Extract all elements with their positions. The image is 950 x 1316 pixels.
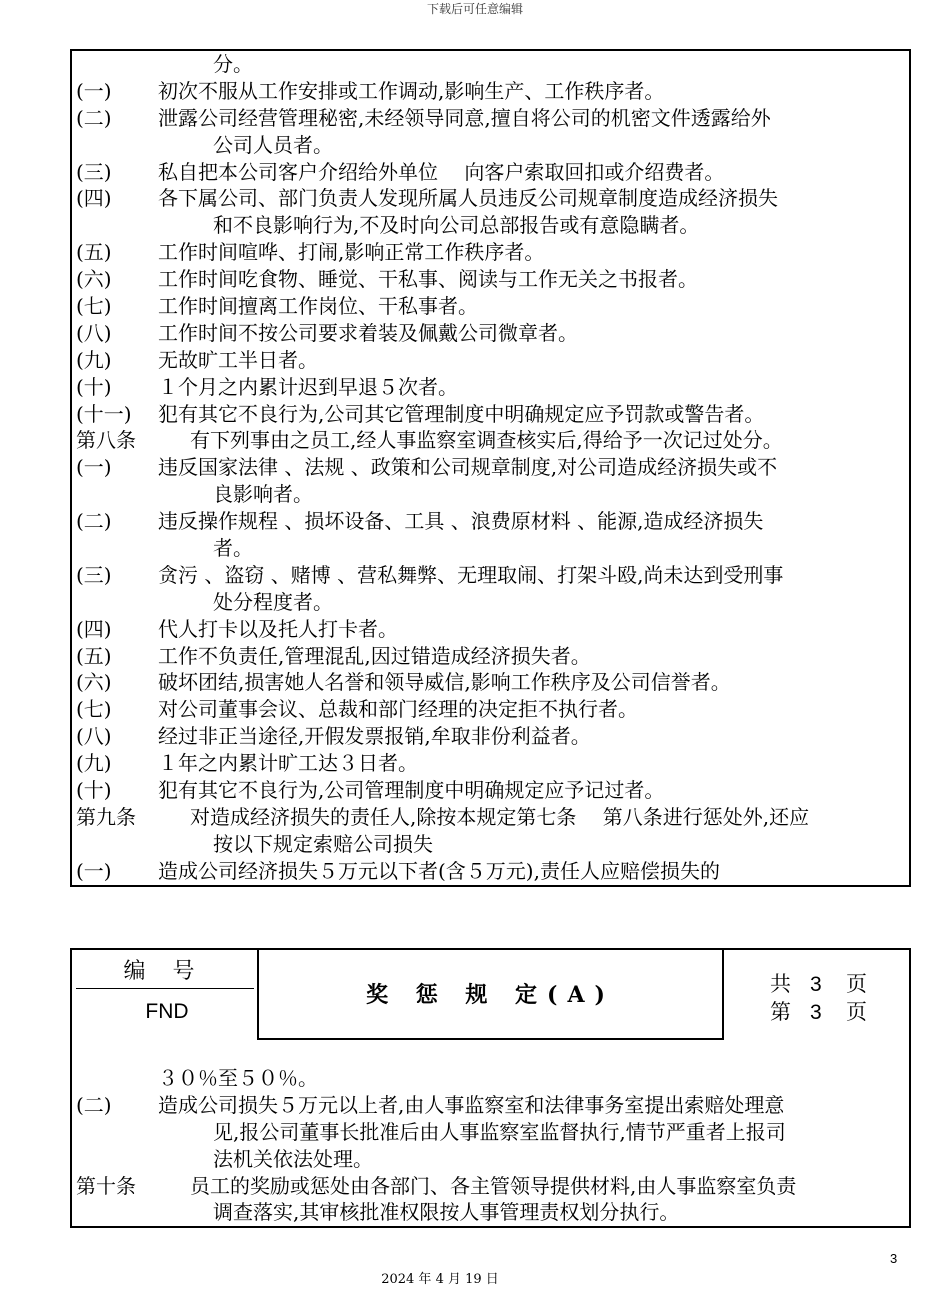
text-line bbox=[76, 1199, 905, 1226]
text-line bbox=[76, 858, 905, 885]
text-line bbox=[76, 508, 905, 535]
continuation-text: 分。 bbox=[213, 52, 253, 76]
text-line bbox=[76, 669, 905, 696]
lower-lines bbox=[76, 1065, 905, 1226]
text-line bbox=[76, 723, 905, 750]
text-line bbox=[76, 401, 905, 428]
text-line bbox=[76, 616, 905, 643]
text-line bbox=[76, 481, 905, 508]
text-line bbox=[76, 804, 905, 831]
clause-number: (五) bbox=[76, 643, 112, 668]
total-pages bbox=[770, 968, 867, 998]
continuation-text: 法机关依法处理。 bbox=[213, 1146, 373, 1171]
clause-number: 第九条 bbox=[76, 804, 136, 829]
continuation-text: 见,报公司董事长批准后由人事监察室监督执行,情节严重者上报司 bbox=[213, 1119, 786, 1144]
current-page-value: 3 bbox=[810, 1001, 822, 1024]
text-line bbox=[76, 185, 905, 212]
document-header bbox=[72, 950, 909, 1042]
continuation-text: 处分程度者。 bbox=[213, 589, 333, 614]
current-page bbox=[770, 996, 867, 1026]
clause-number: (十) bbox=[76, 778, 112, 803]
continuation-text: 按以下规定索赔公司损失 bbox=[213, 831, 433, 856]
clause-text: 无故旷工半日者。 bbox=[158, 347, 318, 372]
clause-number: (三) bbox=[76, 562, 112, 587]
clause-number: (十一) bbox=[76, 401, 132, 426]
continuation-text: 公司人员者。 bbox=[213, 132, 333, 157]
clause-number: (九) bbox=[76, 347, 112, 372]
text-line bbox=[76, 293, 905, 320]
clause-number: (三) bbox=[76, 159, 112, 184]
clause-number: 第十条 bbox=[76, 1173, 136, 1198]
clause-text: 破坏团结,损害她人名誉和领导威信,影响工作秩序及公司信誉者。 bbox=[158, 670, 731, 695]
text-line bbox=[76, 562, 905, 589]
clause-text: 对公司董事会议、总裁和部门经理的决定拒不执行者。 bbox=[158, 697, 638, 722]
clause-text: 工作时间吃食物、睡觉、干私事、阅读与工作无关之书报者。 bbox=[158, 267, 698, 292]
clause-text: 工作时间不按公司要求着装及佩戴公司微章者。 bbox=[158, 320, 578, 345]
clause-text: 经过非正当途径,开假发票报销,牟取非份利益者。 bbox=[158, 724, 591, 749]
text-line bbox=[76, 266, 905, 293]
text-line bbox=[76, 239, 905, 266]
clause-number: (五) bbox=[76, 240, 112, 265]
text-line bbox=[76, 696, 905, 723]
text-line bbox=[76, 51, 905, 78]
text-line bbox=[76, 212, 905, 239]
clause-number: (七) bbox=[76, 294, 112, 319]
clause-number: (九) bbox=[76, 751, 112, 776]
clause-text: 工作时间喧哗、打闹,影响正常工作秩序者。 bbox=[158, 240, 545, 265]
text-line bbox=[76, 777, 905, 804]
text-line bbox=[76, 643, 905, 670]
text-line bbox=[76, 347, 905, 374]
clause-number: (一) bbox=[76, 78, 112, 103]
clause-number: (二) bbox=[76, 1092, 112, 1117]
clause-number: (八) bbox=[76, 724, 112, 749]
clause-text: 造成公司损失５万元以上者,由人事监察室和法律事务室提出索赔处理意 bbox=[158, 1092, 785, 1117]
clause-text: 初次不服从工作安排或工作调动,影响生产、工作秩序者。 bbox=[158, 78, 665, 103]
text-line bbox=[76, 320, 905, 347]
text-line bbox=[76, 535, 905, 562]
clause-text: 私自把本公司客户介绍给外单位 向客户索取回扣或介绍费者。 bbox=[158, 159, 725, 184]
text-line bbox=[76, 1119, 905, 1146]
code-value: FND bbox=[145, 1000, 189, 1023]
clause-number: (七) bbox=[76, 697, 112, 722]
continuation-text: 者。 bbox=[213, 536, 253, 561]
text-line bbox=[76, 132, 905, 159]
continuation-text: 和不良影响行为,不及时向公司总部报告或有意隐瞒者。 bbox=[213, 213, 700, 238]
clause-text: 员工的奖励或惩处由各部门、各主管领导提供材料,由人事监察室负责 bbox=[190, 1173, 797, 1198]
clause-number: (一) bbox=[76, 455, 112, 480]
clause-text: 犯有其它不良行为,公司管理制度中明确规定应予记过者。 bbox=[158, 778, 665, 803]
text-line bbox=[76, 589, 905, 616]
code-label: 编 号 bbox=[123, 959, 205, 984]
text-line bbox=[76, 78, 905, 105]
total-label: 共 bbox=[770, 972, 791, 996]
clause-number: (六) bbox=[76, 267, 112, 292]
continuation-text: 调查落实,其审核批准权限按人事管理责权划分执行。 bbox=[213, 1200, 680, 1225]
clause-number: (二) bbox=[76, 105, 112, 130]
code-divider bbox=[76, 988, 254, 989]
clause-text: １年之内累计旷工达３日者。 bbox=[158, 751, 418, 776]
clause-text: 各下属公司、部门负责人发现所属人员违反公司规章制度造成经济损失 bbox=[158, 186, 778, 211]
footer-date: 2024 年 4 月 19 日 bbox=[381, 1272, 499, 1287]
clause-text: 有下列事由之员工,经人事监察室调查核实后,得给予一次记过处分。 bbox=[190, 428, 783, 453]
text-line bbox=[76, 1065, 905, 1092]
clause-number: (一) bbox=[76, 858, 112, 883]
clause-text: 对造成经济损失的责任人,除按本规定第七条 第八条进行惩处外,还应 bbox=[190, 804, 810, 829]
text-line bbox=[76, 1146, 905, 1173]
text-line bbox=[76, 1173, 905, 1200]
total-pages-value: 3 bbox=[810, 973, 822, 996]
text-line bbox=[76, 454, 905, 481]
page-number: 3 bbox=[890, 1251, 898, 1266]
document-title: 奖 惩 规 定(A) bbox=[366, 982, 615, 1008]
text-line bbox=[76, 105, 905, 132]
text-line bbox=[76, 374, 905, 401]
total-unit: 页 bbox=[846, 972, 867, 996]
clause-text: 贪污 、盗窃 、赌博 、营私舞弊、无理取闹、打架斗殴,尚未达到受刑事 bbox=[158, 562, 784, 587]
current-unit: 页 bbox=[846, 1000, 867, 1024]
clause-text: 泄露公司经营管理秘密,未经领导同意,擅自将公司的机密文件透露给外 bbox=[158, 105, 771, 130]
clause-number: (四) bbox=[76, 186, 112, 211]
clause-text: 造成公司经济损失５万元以下者(含５万元),责任人应赔偿损失的 bbox=[158, 858, 720, 883]
clause-text: １个月之内累计迟到早退５次者。 bbox=[158, 374, 458, 399]
clause-number: (二) bbox=[76, 509, 112, 534]
clause-text: 违反国家法律 、法规 、政策和公司规章制度,对公司造成经济损失或不 bbox=[158, 455, 778, 480]
continuation-text: 良影响者。 bbox=[213, 482, 313, 507]
top-note: 下载后可任意编辑 bbox=[426, 2, 523, 16]
clause-number: (六) bbox=[76, 670, 112, 695]
clause-text: ３０％至５０％。 bbox=[158, 1066, 318, 1090]
clause-number: (四) bbox=[76, 616, 112, 641]
clause-text: 工作不负责任,管理混乱,因过错造成经济损失者。 bbox=[158, 643, 591, 668]
text-line bbox=[76, 427, 905, 454]
text-line bbox=[76, 750, 905, 777]
content-box-lower bbox=[70, 948, 911, 1228]
upper-lines bbox=[76, 51, 905, 885]
content-box-upper bbox=[70, 49, 911, 887]
clause-number: (十) bbox=[76, 374, 112, 399]
clause-text: 工作时间擅离工作岗位、干私事者。 bbox=[158, 294, 478, 319]
clause-text: 代人打卡以及托人打卡者。 bbox=[158, 616, 398, 641]
current-label: 第 bbox=[770, 1000, 791, 1024]
title-box bbox=[257, 948, 724, 1040]
clause-number: 第八条 bbox=[76, 428, 136, 453]
clause-text: 违反操作规程 、损坏设备、工具 、浪费原材料 、能源,造成经济损失 bbox=[158, 509, 764, 534]
text-line bbox=[76, 831, 905, 858]
text-line bbox=[76, 159, 905, 186]
clause-number: (八) bbox=[76, 320, 112, 345]
clause-text: 犯有其它不良行为,公司其它管理制度中明确规定应予罚款或警告者。 bbox=[158, 401, 765, 426]
text-line bbox=[76, 1092, 905, 1119]
